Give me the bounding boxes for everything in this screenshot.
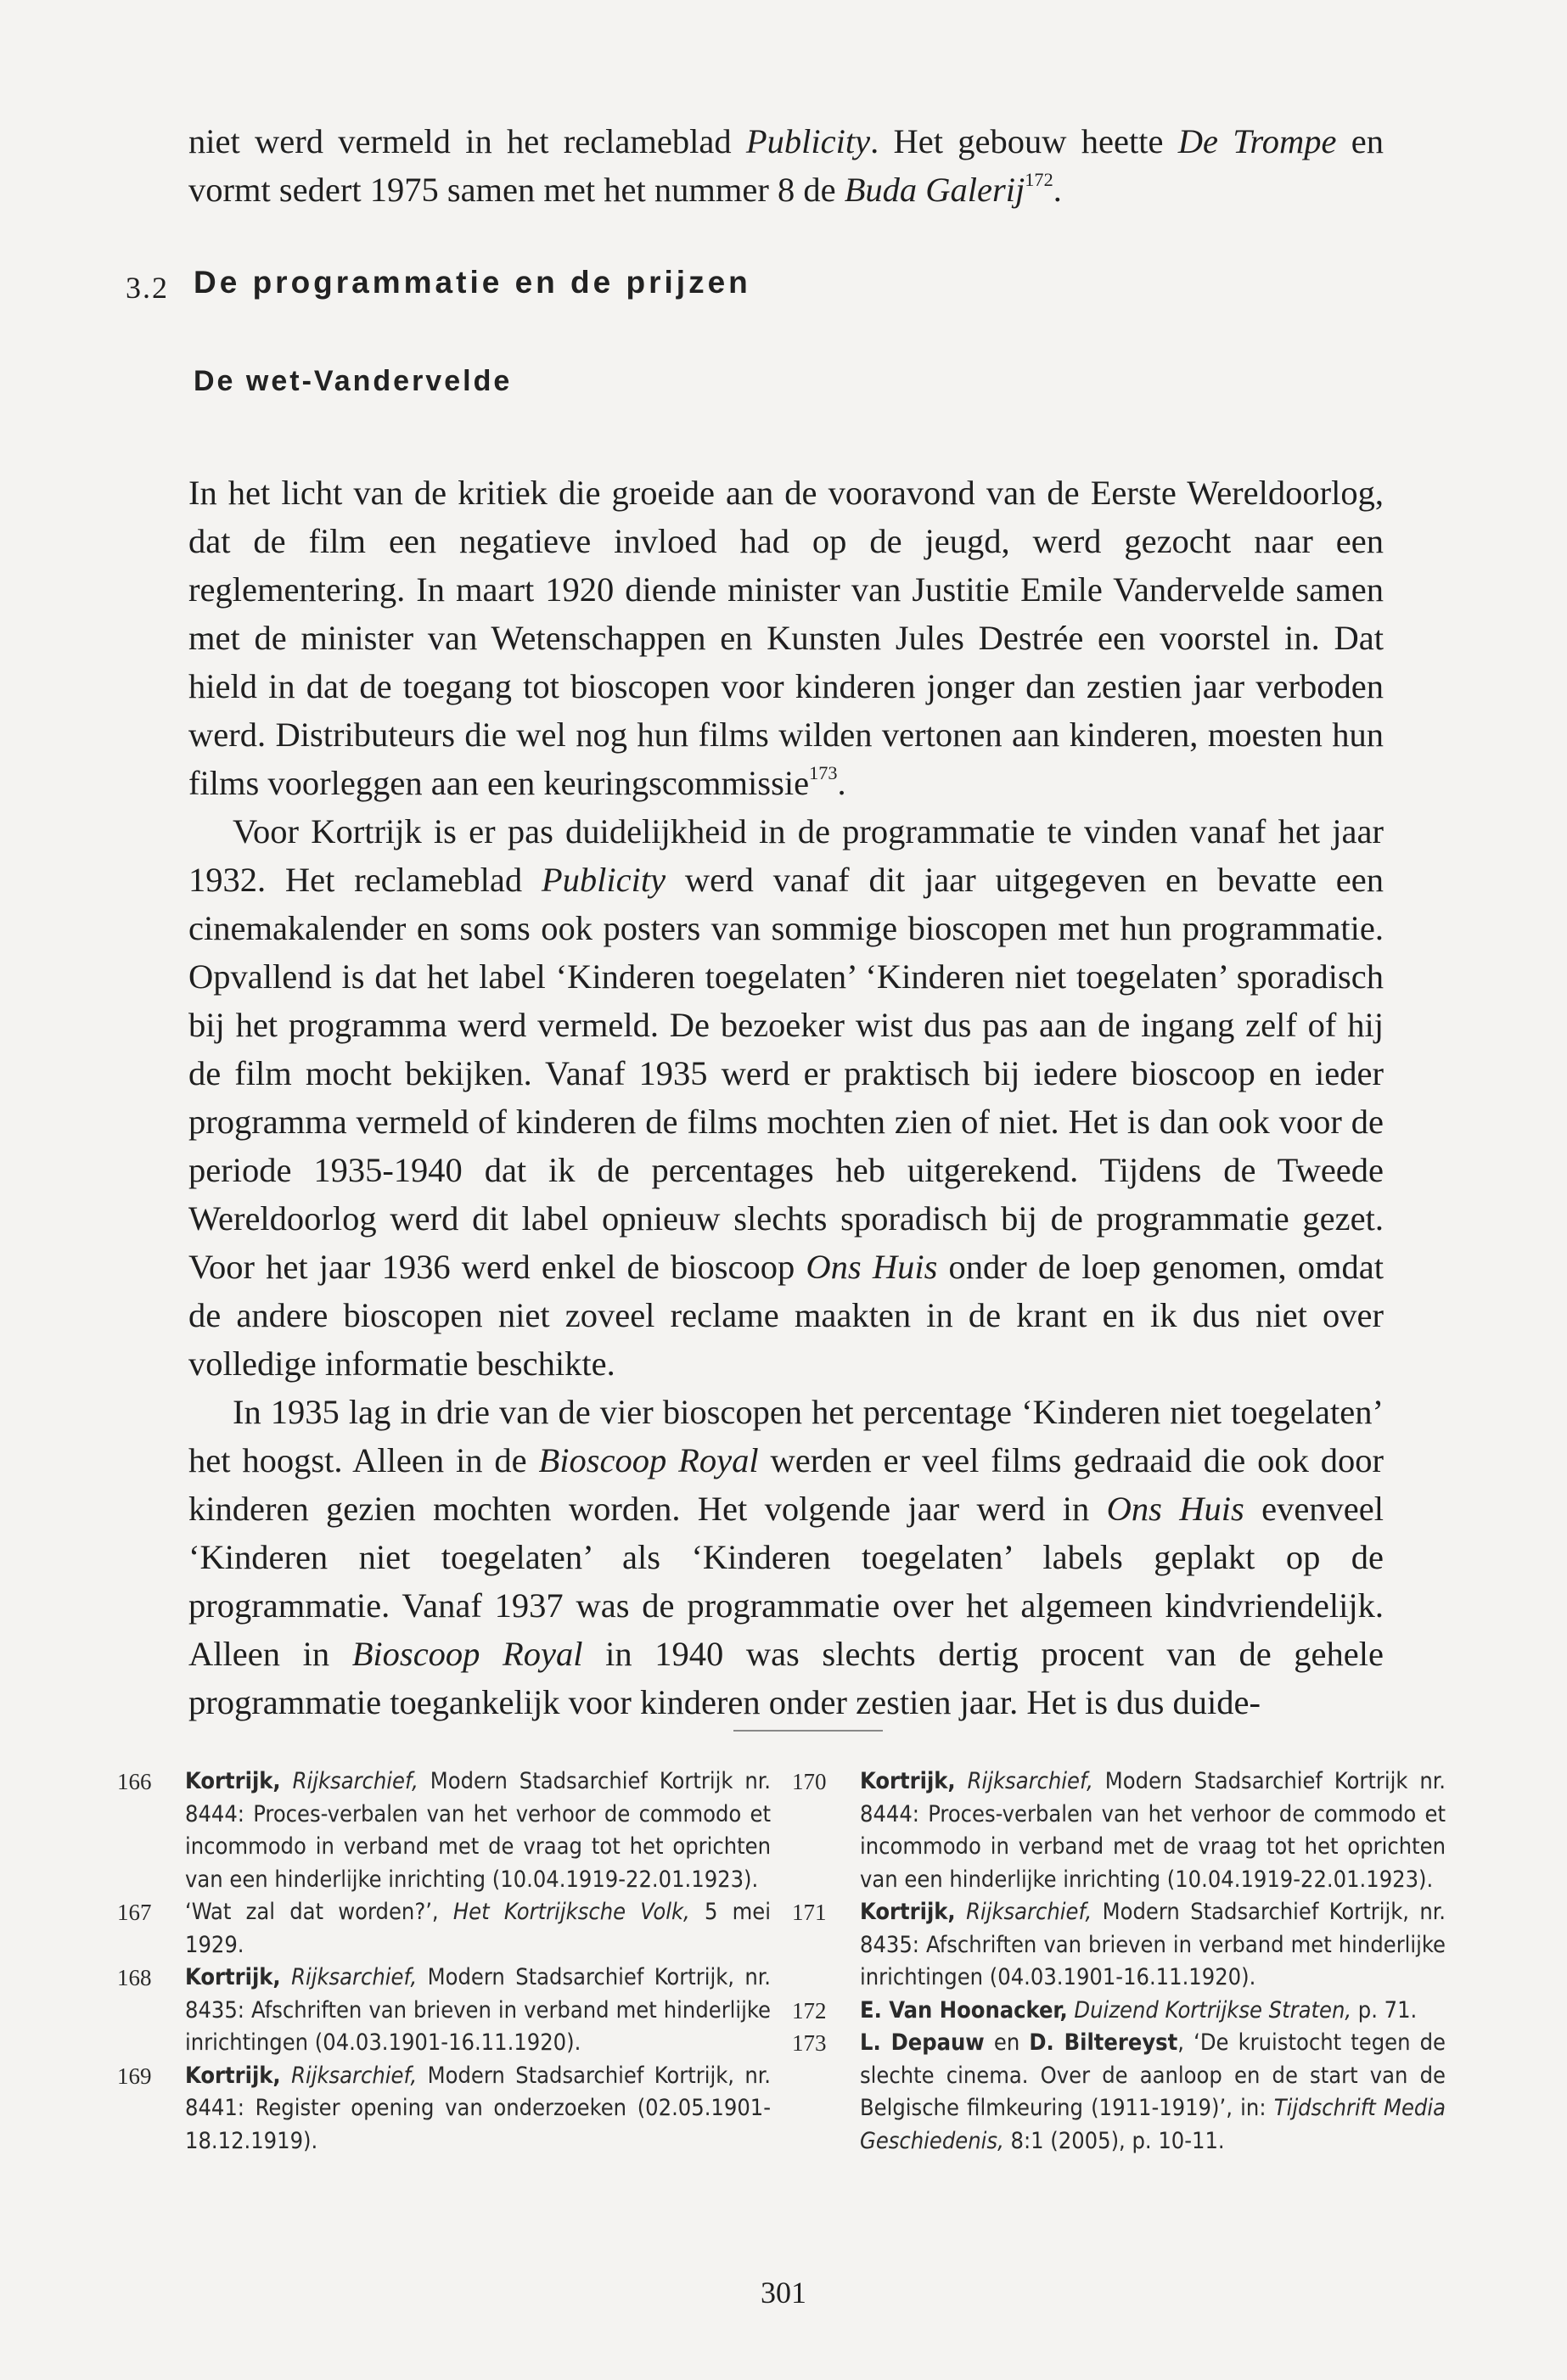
footnote-text: Modern Stadsarchief Kortrijk, nr. 8435: Afschriften van brieven in verband met hinderlijke inrichtingen (04.03.1901-16.11.1920). (185, 1964, 771, 2056)
footnote-author: Kortrijk, (185, 1964, 281, 1990)
paragraph-text: werd vanaf dit jaar uitgegeven en bevatte een cinemakalender en soms ook posters van sommige bioscopen met hun programmatie. Opvallend is dat het label ‘Kinderen toegelaten’ ‘Kinderen niet toegelaten’ sporadisch bij het programma werd vermeld. De bezoeker wist dus pas aan de ingang zelf of hij de film mocht bekijken. Vanaf 1935 werd er praktisch bij iedere bioscoop en ieder programma vermeld of kinderen de films mochten zien of niet. Het is dan ook voor de periode 1935-1940 dat ik de percentages heb uitgerekend. Tijdens de Tweede Wereldoorlog werd dit label opnieuw slechts sporadisch bij de programmatie gezet. Voor het jaar 1936 werd enkel de bioscoop (188, 861, 1384, 1286)
footnote-source: Duizend Kortrijkse Straten, (1074, 1996, 1352, 2024)
cinema-name: Bioscoop Royal (351, 1635, 583, 1673)
paragraph-text: evenveel ‘Kinderen niet toegelaten’ als ‘Kinderen toegelaten’ labels geplakt op de programmatie. Vanaf 1937 was de programmatie over het algemeen kindvriendelijk. Alleen in (188, 1490, 1384, 1673)
footnote-number: 172 (792, 1997, 827, 2024)
paragraph-text: . (837, 764, 846, 802)
footnote-text: en (984, 2029, 1030, 2056)
intro-text: en vormt sedert 1975 samen met het nummer 8 de (188, 122, 1384, 209)
footnote-number: 173 (792, 2030, 827, 2056)
footnote-ref[interactable]: 172 (1025, 169, 1053, 191)
footnotes-right-column (792, 1765, 1446, 2158)
intro-text: niet werd vermeld in het reclameblad (188, 122, 746, 160)
intro-text: . Het gebouw heette (870, 122, 1178, 160)
paragraph-text: Voor Kortrijk is er pas duidelijkheid in de programmatie te vinden vanaf het jaar 1932. Het reclameblad (188, 812, 1384, 899)
footnote-source: Rijksarchief, (291, 2062, 418, 2089)
paragraph-text: In het licht van de kritiek die groeide aan de vooravond van de Eerste Wereldoorlog, dat de film een negatieve invloed had op de jeugd, werd gezocht naar een reglementering. In maart 1920 diende minister van Justitie Emile Vandervelde samen met de minister van Wetenschappen en Kunsten Jules Destrée een voorstel in. Dat hield in dat de toegang tot bioscopen voor kinderen jonger dan zestien jaar verboden werd. Distributeurs die wel nog hun films wilden vertonen aan kinderen, moesten hun films voorleggen aan een keuringscommissie (188, 474, 1384, 802)
footnote-169 (117, 2060, 771, 2158)
footnote-author: Kortrijk, (860, 1768, 956, 1794)
footnote-text: Modern Stadsarchief Kortrijk, nr. 8435: Afschriften van brieven in verband met hinderlijke inrichtingen (04.03.1901-16.11.1920). (860, 1899, 1446, 1990)
galerij-name: Buda Galerij (844, 171, 1025, 209)
footnote-source: Rijksarchief, (292, 1768, 418, 1794)
footnote-author: D. Biltereyst (1029, 2029, 1178, 2056)
paragraph-2 (188, 807, 1384, 1388)
intro-paragraph (188, 117, 1384, 214)
footnote-text: Modern Stadsarchief Kortrijk, nr. 8441: Register opening van onderzoeken (02.05.1901-18.12.1919). (185, 2062, 771, 2154)
footnote-number: 170 (792, 1769, 827, 1794)
paragraph-text: in 1940 was slechts dertig procent van de gehele programmatie toegankelijk voor kinderen onder zestien jaar. Het is dus duide- (188, 1635, 1384, 1721)
footnote-text: ‘Wat zal dat worden?’, (185, 1899, 453, 1925)
cinema-name: Bioscoop Royal (538, 1441, 759, 1479)
footnote-number: 169 (117, 2063, 152, 2089)
footnote-number: 168 (117, 1965, 152, 1990)
publicity-title: Publicity (541, 861, 666, 899)
page-number: 301 (761, 2276, 806, 2310)
paragraph-text: werden er veel films gedraaid die ook door kinderen gezien mochten worden. Het volgende jaar werd in (188, 1441, 1384, 1528)
footnote-author: L. Depauw (860, 2029, 985, 2056)
section-title: De programmatie en de prijzen (194, 265, 751, 300)
main-text (188, 469, 1384, 1726)
paragraph-text: In 1935 lag in drie van de vier bioscopen het percentage ‘Kinderen niet toegelaten’ het hoogst. Alleen in de (188, 1393, 1384, 1479)
footnote-text: p. 71. (1351, 1996, 1418, 2024)
footnote-172 (792, 1995, 1446, 2028)
footnote-ref[interactable]: 173 (809, 762, 838, 784)
footnote-text: 5 mei 1929. (185, 1899, 772, 1958)
footnote-text: 8:1 (2005), p. 10-11. (1003, 2127, 1225, 2154)
footnote-author: Kortrijk, (860, 1899, 956, 1925)
footnote-number: 167 (117, 1900, 152, 1925)
footnote-text: Modern Stadsarchief Kortrijk nr. 8444: Proces-verbalen van het verhoor de commodo et incommodo in verband met de vraag tot het oprichten van een hinderlijke inrichting (10.04.1919-22.01.1923). (860, 1768, 1446, 1893)
footnote-source: Het Kortrijksche Volk, (452, 1899, 690, 1925)
publicity-title: Publicity (745, 122, 871, 160)
footnote-166 (117, 1765, 771, 1896)
footnote-author: Kortrijk, (185, 1768, 281, 1794)
footnote-author: Kortrijk, (185, 2062, 281, 2089)
footnote-divider (733, 1730, 883, 1732)
paragraph-1 (188, 469, 1384, 807)
footnote-170 (792, 1765, 1446, 1896)
footnote-171 (792, 1896, 1446, 1995)
footnote-167 (117, 1896, 771, 1962)
paragraph-text: onder de loep genomen, omdat de andere bioscopen niet zoveel reclame maakten in de krant en ik dus niet over volledige informatie beschikte. (188, 1248, 1384, 1383)
footnotes-left-column (117, 1765, 771, 2158)
footnote-text: Modern Stadsarchief Kortrijk nr. 8444: Proces-verbalen van het verhoor de commodo et incommodo in verband met de vraag tot het oprichten van een hinderlijke inrichting (10.04.1919-22.01.1923). (185, 1768, 771, 1893)
footnote-source: Rijksarchief, (291, 1964, 418, 1990)
footnote-source: Rijksarchief, (966, 1899, 1092, 1925)
intro-text: . (1053, 171, 1062, 209)
cinema-name: Ons Huis (1106, 1490, 1244, 1528)
footnote-173 (792, 2027, 1446, 2158)
footnote-number: 166 (117, 1769, 152, 1794)
footnote-source: Tijdschrift Media Geschiedenis, (860, 2095, 1446, 2154)
footnote-text: , ‘De kruistocht tegen de slechte cinema. Over de aanloop en de start van de Belgische filmkeuring (1911-1919)’, in: (860, 2029, 1446, 2121)
footnote-number: 171 (792, 1900, 827, 1925)
paragraph-3 (188, 1388, 1384, 1726)
section-number: 3.2 (126, 271, 169, 305)
cinema-name: Ons Huis (806, 1248, 938, 1286)
footnote-source: Rijksarchief, (967, 1768, 1093, 1794)
footnote-168 (117, 1962, 771, 2060)
footnote-author: E. Van Hoonacker, (860, 1996, 1068, 2024)
subsection-title: De wet-Vandervelde (194, 365, 513, 397)
trompe-name: De Trompe (1177, 122, 1337, 160)
